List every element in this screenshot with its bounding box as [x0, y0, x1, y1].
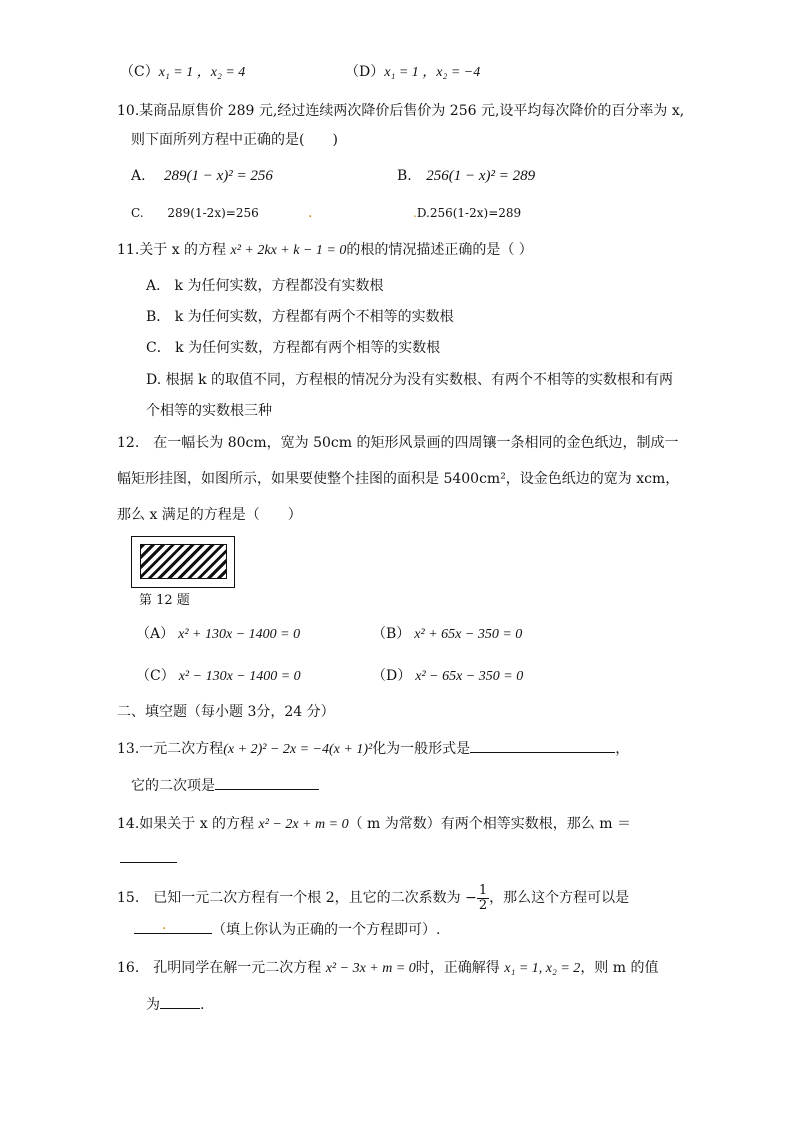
q16-line2-post: .: [200, 997, 205, 1013]
q13-line2-text: 它的二次项是: [131, 778, 215, 794]
q12-option-c-expr: x² − 130x − 1400 = 0: [178, 669, 301, 684]
q11-option-d-line2: 个相等的实数根三种: [146, 403, 272, 419]
q15-blank-dot: .: [162, 917, 167, 933]
q12-option-d-label: （D）: [372, 668, 412, 684]
q15-answer-blank: [134, 919, 212, 934]
q10-option-b: [397, 166, 535, 186]
q16-line2: [146, 994, 204, 1015]
q10-stem-line1: 10.某商品原售价 289 元,经过连续两次降价后售价为 256 元,设平均每次降价的百分率为 x,: [117, 103, 685, 119]
q10-option-c-expr: 289(1-2x)=256: [167, 206, 259, 220]
q10-stem-line2: 则下面所列方程中正确的是( ): [131, 132, 338, 148]
q12-option-b-label: （B）: [372, 626, 411, 642]
q12-option-a-label: （A）: [136, 626, 175, 642]
q11-option-b: B． k 为任何实数，方程都有两个不相等的实数根: [146, 309, 454, 325]
q12-stem-line1: 12. 在一幅长为 80cm，宽为 50cm 的矩形风景画的四周镶一条相同的金色纸边，制成一: [117, 435, 679, 451]
q12-option-b: [372, 624, 522, 645]
q9-option-d: [345, 62, 480, 83]
q16-stem-pre: 16. 孔明同学在解一元二次方程: [117, 960, 322, 976]
q15-stem-pre: 15. 已知一元二次方程有一个根 2，且它的二次系数为 −: [117, 890, 477, 906]
q14-answer-blank: [120, 848, 177, 863]
q13-line2: [131, 775, 319, 796]
q16-stem: [117, 958, 659, 979]
q11-stem-pre: 11.关于 x 的方程: [117, 242, 227, 258]
q10-option-a-label: A.: [131, 168, 146, 184]
q10-option-a-expr: 289(1 − x)² = 256: [164, 168, 273, 184]
q16-stem-roots: x₁ = 1, x₂ = 2: [504, 961, 581, 976]
q14-stem-post: （ m 为常数）有两个相等实数根，那么 m ＝: [348, 816, 631, 832]
q16-stem-post: ，则 m 的值: [580, 960, 659, 976]
q12-option-b-expr: x² + 65x − 350 = 0: [414, 627, 523, 642]
q9-option-d-expr: x₁ = 1 ，x₂ = −4: [384, 65, 481, 80]
q15-fraction-numerator: 1: [478, 882, 488, 898]
q10-option-a: [131, 166, 273, 186]
q11-stem: [117, 240, 533, 261]
q12-option-a: [136, 624, 300, 645]
q15-line2: [134, 919, 440, 940]
q9-option-d-label: （D）: [345, 64, 385, 80]
q15-fraction: [477, 884, 489, 913]
q12-option-c: [136, 666, 301, 687]
q10-option-b-expr: 256(1 − x)² = 289: [426, 168, 536, 184]
q12-option-d: [372, 666, 523, 687]
q13-stem-post: 化为一般形式是: [372, 741, 471, 757]
q12-figure-frame: [131, 536, 235, 588]
q11-stem-expr: x² + 2kx + k − 1 = 0: [230, 243, 347, 258]
q13-answer-blank-1: [470, 738, 615, 753]
q12-option-a-expr: x² + 130x − 1400 = 0: [178, 627, 301, 642]
q10-option-c-label: C.: [131, 206, 144, 220]
q11-option-c: C． k 为任何实数，方程都有两个相等的实数根: [146, 340, 441, 356]
q11-stem-post: 的根的情况描述正确的是（ ）: [346, 242, 533, 258]
q12-option-d-expr: x² − 65x − 350 = 0: [415, 669, 524, 684]
q14-stem: [117, 814, 631, 835]
q9-option-c-expr: x₁ = 1 ，x₂ = 4: [158, 65, 246, 80]
q10-option-b-label: B.: [397, 168, 412, 184]
q12-option-c-label: （C）: [136, 668, 175, 684]
q16-stem-mid: 时，正确解得: [415, 960, 500, 976]
q13-answer-blank-2: [215, 775, 319, 790]
q13-stem: [117, 738, 629, 760]
q12-figure-hatched-painting: [140, 544, 227, 579]
q12-stem-line2: 幅矩形挂图，如图所示，如果要使整个挂图的面积是 5400cm²，设金色纸边的宽为 xcm，: [117, 471, 680, 487]
q15-line2-text: （填上你认为正确的一个方程即可）.: [212, 922, 441, 938]
q12-stem-line3: 那么 x 满足的方程是（ ）: [117, 507, 302, 523]
q10-option-d-dot: .: [413, 206, 417, 220]
q13-comma: ，: [615, 741, 630, 757]
q15-fraction-denominator: 2: [478, 897, 488, 913]
q10-stray-dot: .: [308, 205, 313, 221]
q16-line2-pre: 为: [146, 997, 160, 1013]
q9-option-c: [120, 62, 245, 83]
q14-stem-pre: 14.如果关于 x 的方程: [117, 816, 255, 832]
section-fill-in-heading: 二、填空题（每小题 3分，24 分）: [117, 704, 335, 720]
q16-stem-expr: x² − 3x + m = 0: [325, 961, 416, 976]
q14-stem-expr: x² − 2x + m = 0: [258, 817, 349, 832]
q11-option-a: A． k 为任何实数，方程都没有实数根: [146, 278, 384, 294]
q15-stem: [117, 883, 629, 913]
q11-option-d-line1: D. 根据 k 的取值不同，方程根的情况分为没有实数根、有两个不相等的实数根和有两: [146, 372, 674, 388]
q9-option-c-label: （C）: [120, 64, 159, 80]
q10-option-c: [131, 203, 259, 223]
q12-figure-caption: 第 12 题: [139, 593, 190, 608]
q13-stem-pre: 13.一元二次方程: [117, 741, 224, 757]
q10-option-d: [413, 203, 521, 223]
q16-answer-blank: [160, 994, 200, 1009]
q10-option-d-expr: D.256(1-2x)=289: [416, 206, 522, 220]
q13-stem-expr: (x + 2)² − 2x = −4(x + 1)²: [223, 742, 373, 757]
q15-stem-post: ，那么这个方程可以是: [489, 890, 630, 906]
